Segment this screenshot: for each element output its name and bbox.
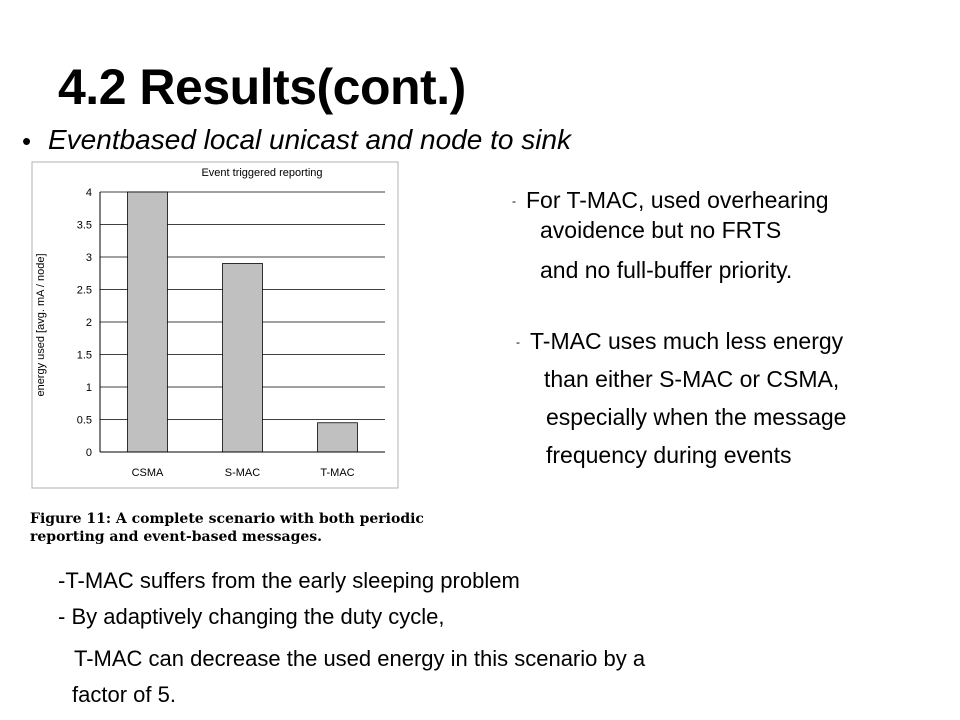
bar-chart bbox=[30, 160, 400, 490]
bullet-icon: • bbox=[22, 126, 32, 156]
note-2-line-2: than either S-MAC or CSMA, bbox=[544, 366, 840, 392]
note-1-line-3: and no full-buffer priority. bbox=[540, 257, 793, 283]
bottom-line-4: factor of 5. bbox=[72, 682, 176, 707]
note-2-line-1: - T-MAC uses much less energy bbox=[516, 328, 844, 354]
figure-caption-line-1: Figure 11: A complete scenario with both periodic bbox=[30, 511, 424, 527]
bar-s-mac bbox=[223, 264, 263, 453]
x-category-label: CSMA bbox=[131, 467, 164, 479]
y-tick-label: 2 bbox=[85, 317, 92, 329]
bar-t-mac bbox=[318, 423, 358, 452]
bar-csma bbox=[128, 192, 168, 452]
y-tick-label: 0.5 bbox=[76, 414, 92, 427]
y-tick-label: 3 bbox=[85, 252, 92, 264]
figure-caption bbox=[30, 510, 490, 546]
bottom-line-2: - By adaptively changing the duty cycle, bbox=[58, 604, 445, 629]
x-category-label: S-MAC bbox=[224, 467, 261, 479]
slide-bullet: Eventbased local unicast and node to sink bbox=[48, 124, 572, 155]
note-1-line-1: - For T-MAC, used overhearing bbox=[512, 187, 829, 213]
y-tick-label: 4 bbox=[85, 187, 92, 199]
y-tick-label: 3.5 bbox=[76, 219, 92, 232]
x-category-label: T-MAC bbox=[320, 467, 355, 479]
note-1-line-2: avoidence but no FRTS bbox=[540, 217, 782, 243]
y-tick-label: 1 bbox=[85, 382, 92, 394]
bottom-line-3: T-MAC can decrease the used energy in this scenario by a bbox=[74, 646, 646, 671]
chart-title: Event triggered reporting bbox=[201, 167, 323, 179]
y-tick-label: 0 bbox=[85, 447, 92, 459]
bottom-line-1: -T-MAC suffers from the early sleeping problem bbox=[58, 568, 520, 593]
y-axis-label: energy used [avg. mA / node] bbox=[35, 253, 47, 397]
note-2-line-3: especially when the message bbox=[546, 404, 847, 430]
note-2-line-4: frequency during events bbox=[546, 442, 792, 468]
dash-icon: - bbox=[512, 194, 516, 208]
slide-title: 4.2 Results(cont.) bbox=[58, 59, 466, 115]
y-tick-label: 2.5 bbox=[76, 284, 92, 297]
y-tick-label: 1.5 bbox=[76, 349, 92, 362]
dash-icon: - bbox=[516, 335, 520, 349]
figure-caption-line-2: reporting and event-based messages. bbox=[30, 529, 323, 545]
